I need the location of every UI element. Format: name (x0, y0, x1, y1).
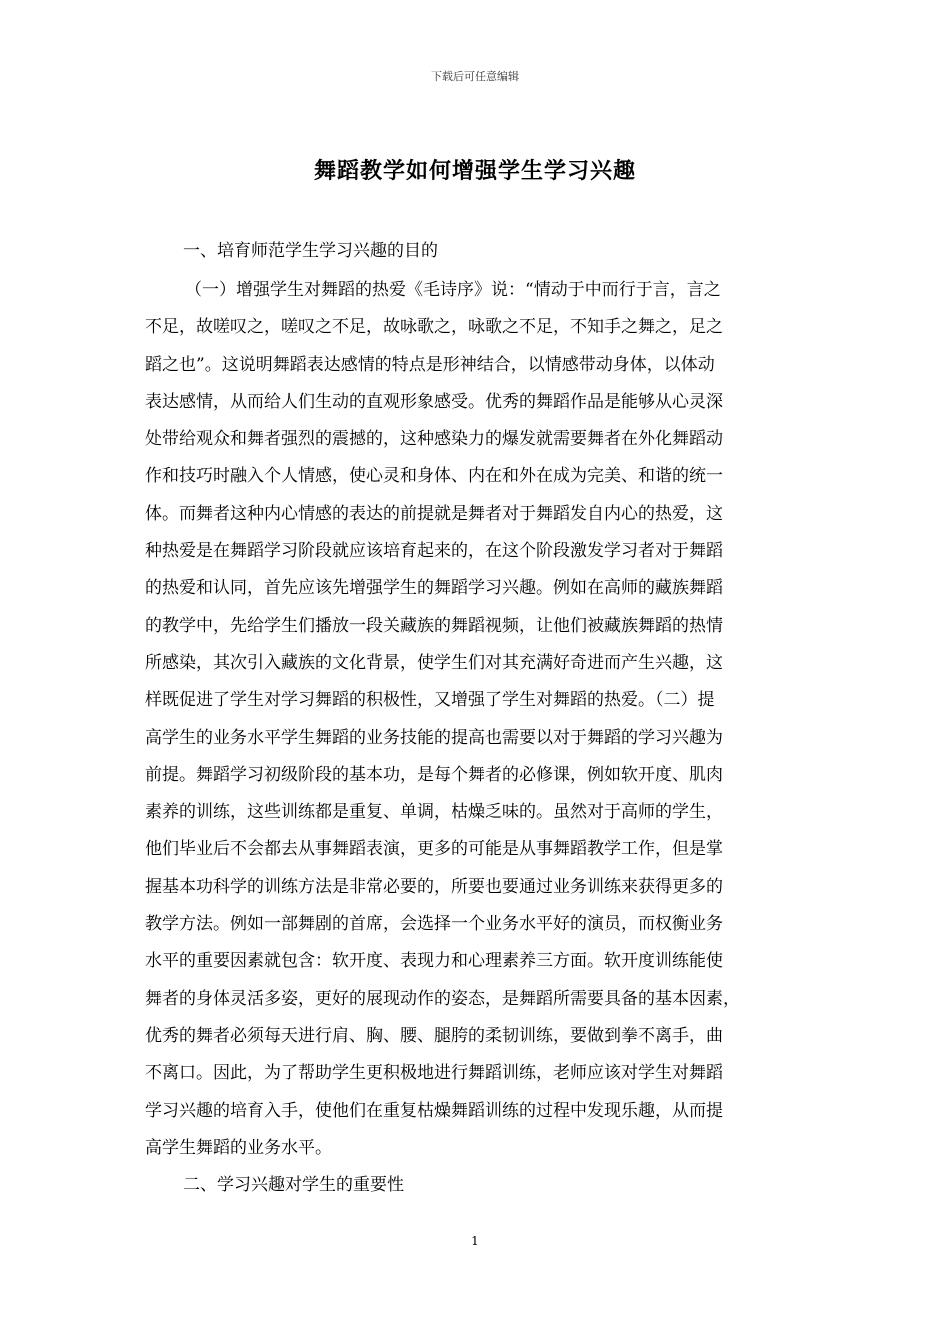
body-line: 教学方法。例如一部舞剧的首席，会选择一个业务水平好的演员，而权衡业务 (145, 914, 723, 935)
header-note: 下载后可任意编辑 (431, 70, 519, 83)
body-line: 学习兴趣的培育入手，使他们在重复枯燥舞蹈训练的过程中发现乐趣，从而提 (145, 1100, 723, 1121)
body-line: 他们毕业后不会都去从事舞蹈表演，更多的可能是从事舞蹈教学工作，但是掌 (145, 839, 723, 860)
body-line: 不离口。因此，为了帮助学生更积极地进行舞蹈训练，老师应该对学生对舞蹈 (145, 1063, 723, 1084)
body-line: 舞者的身体灵活多姿，更好的展现动作的姿态，是舞蹈所需要具备的基本因素， (145, 988, 740, 1009)
body-line: （一）增强学生对舞蹈的热爱《毛诗序》说：“情动于中而行于言，言之 (185, 280, 721, 300)
body-line: 处带给观众和舞者强烈的震撼的，这种感染力的爆发就需要舞者在外化舞蹈动 (145, 429, 723, 450)
body-line: 优秀的舞者必须每天进行肩、胸、腰、腿胯的柔韧训练，要做到拳不离手，曲 (145, 1025, 723, 1046)
body-line: 水平的重要因素就包含：软开度、表现力和心理素养三方面。软开度训练能使 (145, 951, 723, 972)
body-line: 高学生的业务水平学生舞蹈的业务技能的提高也需要以对于舞蹈的学习兴趣为 (145, 727, 723, 748)
page-number: 1 (471, 1234, 479, 1248)
body-line: 前提。舞蹈学习初级阶段的基本功，是每个舞者的必修课，例如软开度、肌肉 (145, 764, 723, 785)
body-line: 作和技巧时融入个人情感，使心灵和身体、内在和外在成为完美、和谐的统一 (145, 466, 723, 487)
body-line: 的热爱和认同，首先应该先增强学生的舞蹈学习兴趣。例如在高师的藏族舞蹈 (145, 578, 723, 599)
document-title: 舞蹈教学如何增强学生学习兴趣 (313, 158, 636, 184)
body-line: 体。而舞者这种内心情感的表达的前提就是舞者对于舞蹈发自内心的热爱，这 (145, 503, 723, 524)
section-heading-2: 二、学习兴趣对学生的重要性 (183, 1175, 404, 1195)
body-line: 样既促进了学生对学习舞蹈的积极性，又增强了学生对舞蹈的热爱。（二）提 (145, 690, 715, 711)
body-line: 表达感情，从而给人们生动的直观形象感受。优秀的舞蹈作品是能够从心灵深 (145, 391, 723, 412)
body-line: 蹈之也”。这说明舞蹈表达感情的特点是形神结合，以情感带动身体，以体动 (145, 354, 715, 375)
body-line: 高学生舞蹈的业务水平。 (145, 1137, 332, 1158)
body-paragraph (145, 272, 815, 1167)
body-line: 握基本功科学的训练方法是非常必要的，所要也要通过业务训练来获得更多的 (145, 876, 723, 897)
body-line: 不足，故嗟叹之，嗟叹之不足，故咏歌之，咏歌之不足，不知手之舞之，足之 (145, 317, 723, 338)
section-heading-1: 一、培育师范学生学习兴趣的目的 (183, 241, 438, 261)
body-line: 种热爱是在舞蹈学习阶段就应该培育起来的，在这个阶段激发学习者对于舞蹈 (145, 541, 723, 562)
body-line: 所感染，其次引入藏族的文化背景，使学生们对其充满好奇进而产生兴趣，这 (145, 652, 723, 673)
body-line: 素养的训练，这些训练都是重复、单调，枯燥乏味的。虽然对于高师的学生， (145, 802, 723, 823)
body-line: 的教学中，先给学生们播放一段关藏族的舞蹈视频，让他们被藏族舞蹈的热情 (145, 615, 723, 636)
